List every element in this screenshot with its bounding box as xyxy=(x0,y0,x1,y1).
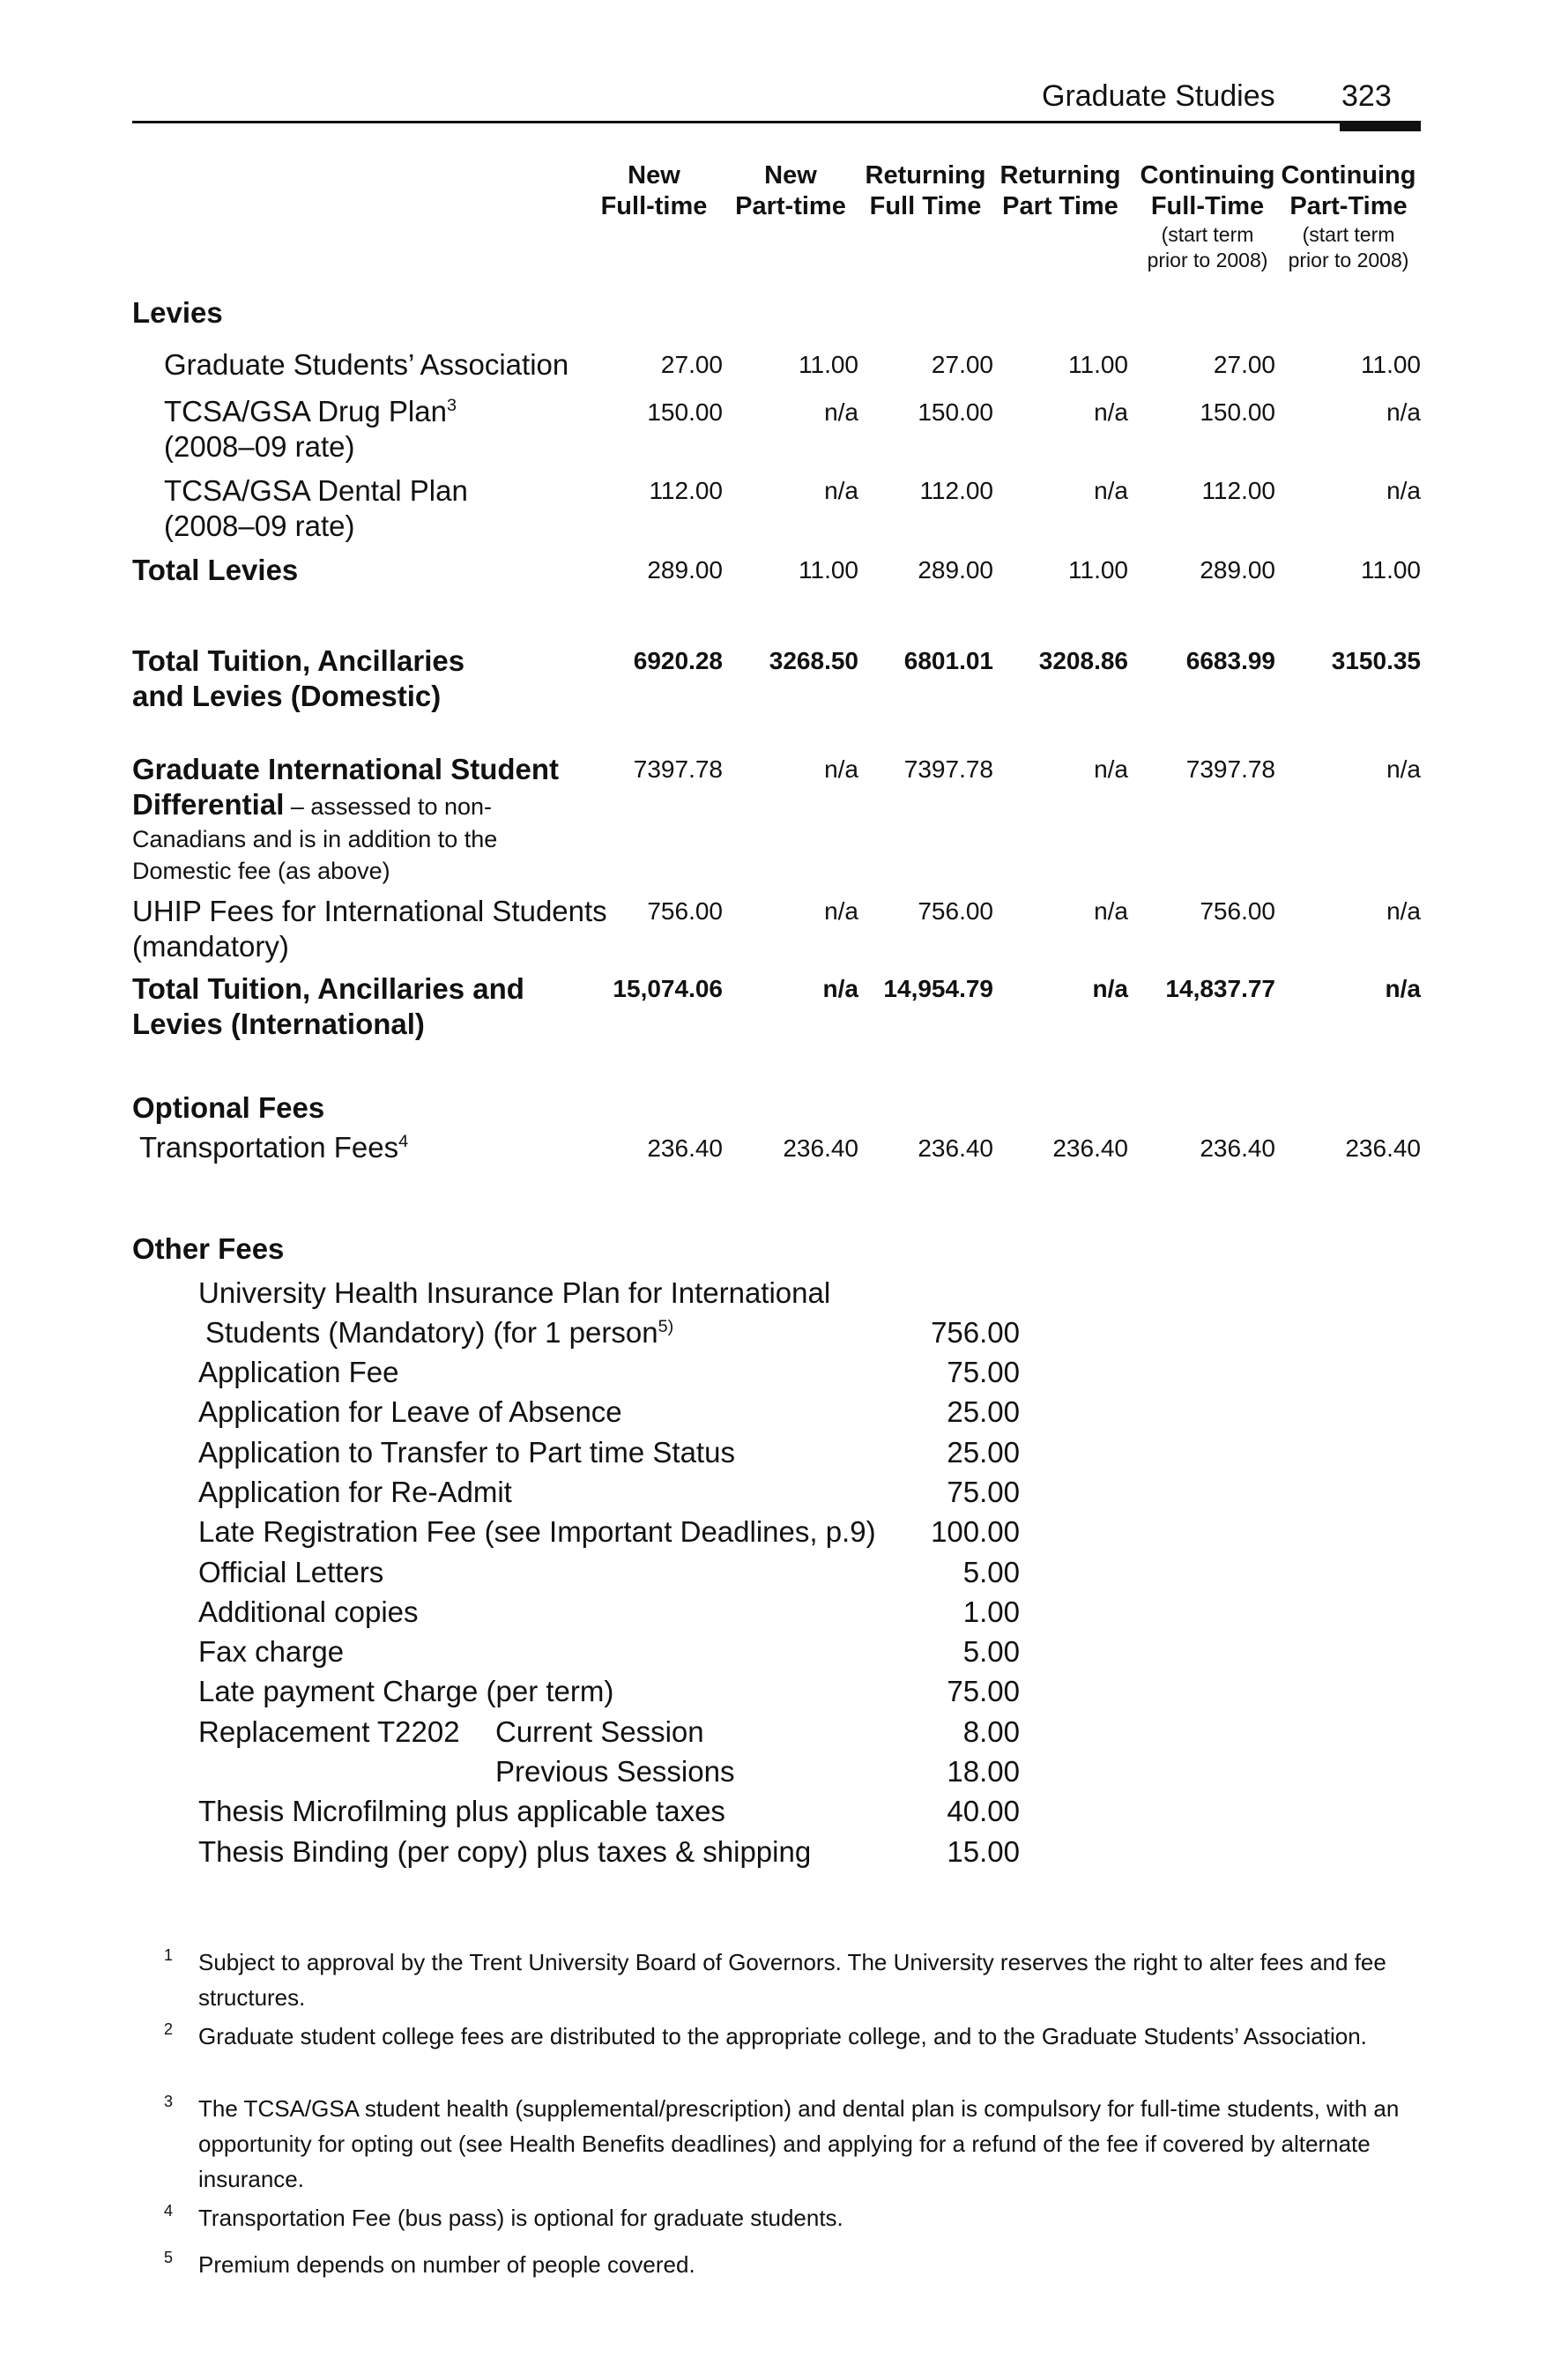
uhip-label-2: (mandatory) xyxy=(132,930,289,963)
drug-plan-value: 150.00 xyxy=(918,398,993,426)
dental-plan-rate: (2008–09 rate) xyxy=(164,509,355,542)
other-fee-label: Additional copies xyxy=(198,1595,419,1628)
gsa-label: Graduate Students’ Association xyxy=(164,348,569,381)
footnote-marker: 1 xyxy=(164,1946,174,1964)
total-intl-label-2: Levies (International) xyxy=(132,1008,425,1040)
other-fee-label: Application for Re-Admit xyxy=(198,1475,512,1508)
column-header-line1: Continuing xyxy=(1140,161,1275,190)
optional-fees-heading: Optional Fees xyxy=(132,1091,325,1124)
intl-diff-label-3: Canadians and is in addition to the xyxy=(132,826,498,852)
total-levies-value: 289.00 xyxy=(647,556,723,584)
intl-diff-value: 7397.78 xyxy=(903,755,993,783)
other-fee-value: 8.00 xyxy=(962,1714,1020,1748)
intl-diff-label-1: Graduate International Student xyxy=(132,753,560,785)
column-header-line2: Part Time xyxy=(1002,192,1118,220)
page-number: 323 xyxy=(1341,79,1392,113)
footnote-text: Graduate student college fees are distributed to the appropriate college, and to the Graduate Students’ Association. xyxy=(198,2023,1367,2049)
total-levies-value: 11.00 xyxy=(1068,556,1128,584)
gsa-value: 11.00 xyxy=(1361,351,1421,378)
total-domestic-value: 3208.86 xyxy=(1038,647,1128,674)
total-intl-value: n/a xyxy=(822,975,858,1002)
gsa-value: 27.00 xyxy=(931,351,993,378)
dental-plan-value: n/a xyxy=(1094,477,1128,504)
drug-plan-value: n/a xyxy=(1094,398,1128,426)
footnote-text: Transportation Fee (bus pass) is optional for graduate students. xyxy=(198,2205,843,2231)
total-levies-value: 289.00 xyxy=(1200,556,1275,584)
intl-diff-value: 7397.78 xyxy=(633,755,723,783)
other-fee-sublabel: Previous Sessions xyxy=(495,1755,735,1788)
other-fee-label: Replacement T2202 xyxy=(198,1714,460,1748)
drug-plan-value: n/a xyxy=(824,398,858,426)
levies-heading: Levies xyxy=(132,296,223,329)
other-uhip-label-1: University Health Insurance Plan for International xyxy=(198,1276,831,1309)
other-fees-heading: Other Fees xyxy=(132,1232,285,1265)
total-intl-value: 14,837.77 xyxy=(1165,975,1275,1002)
other-fee-label: Late payment Charge (per term) xyxy=(198,1675,614,1708)
other-fee-value: 5.00 xyxy=(962,1555,1020,1588)
other-fee-value: 75.00 xyxy=(947,1475,1020,1508)
total-intl-value: 15,074.06 xyxy=(613,975,723,1002)
dental-plan-label: TCSA/GSA Dental Plan xyxy=(164,474,468,507)
column-header-note1: (start term xyxy=(1302,223,1395,246)
other-fee-value: 75.00 xyxy=(947,1356,1020,1388)
gsa-value: 27.00 xyxy=(660,351,723,378)
other-fee-value: 25.00 xyxy=(947,1395,1020,1429)
total-domestic-label-1: Total Tuition, Ancillaries xyxy=(132,644,465,677)
column-header-line2: Full-Time xyxy=(1150,192,1265,220)
intl-diff-value: n/a xyxy=(1094,755,1128,783)
running-header-title: Graduate Studies xyxy=(1042,79,1275,113)
uhip-value: n/a xyxy=(824,897,858,925)
transport-fees-value: 236.40 xyxy=(647,1134,723,1162)
other-fee-value: 15.00 xyxy=(947,1834,1020,1868)
dental-plan-value: 112.00 xyxy=(1201,477,1275,504)
transport-fees-value: 236.40 xyxy=(783,1134,858,1162)
uhip-value: n/a xyxy=(1094,897,1128,925)
total-levies-label: Total Levies xyxy=(132,554,299,586)
footnote-marker: 3 xyxy=(164,2093,174,2110)
total-levies-value: 11.00 xyxy=(799,556,858,584)
other-fee-label: Late Registration Fee (see Important Deadlines, p.9) xyxy=(198,1515,876,1549)
drug-plan-label: TCSA/GSA Drug Plan$^3$ xyxy=(164,395,457,428)
dental-plan-value: 112.00 xyxy=(649,477,723,504)
gsa-value: 27.00 xyxy=(1213,351,1275,378)
column-header-note1: (start term xyxy=(1161,223,1254,246)
dental-plan-value: n/a xyxy=(824,477,858,504)
total-intl-label-1: Total Tuition, Ancillaries and xyxy=(132,972,524,1005)
column-header-line2: Full-time xyxy=(600,192,708,220)
footnote-text: The TCSA/GSA student health (supplemental/prescription) and dental plan is compulsory for full-time students, with an opportunity for opting out (see Health Benefits deadlines) and applying for a refund of the fee if covered by alternate insurance. xyxy=(198,2095,1400,2192)
intl-diff-value: n/a xyxy=(824,755,858,783)
drug-plan-rate: (2008–09 rate) xyxy=(164,430,355,463)
drug-plan-value: n/a xyxy=(1386,398,1421,426)
footnote-text: Subject to approval by the Trent University Board of Governors. The University reserves the right to alter fees and fee structures. xyxy=(198,1949,1386,2011)
column-header-line1: Returning xyxy=(999,161,1121,190)
other-fee-label: Application for Leave of Absence xyxy=(198,1395,622,1429)
total-domestic-value: 6801.01 xyxy=(903,647,993,674)
other-fee-value: 1.00 xyxy=(962,1595,1020,1628)
other-fee-value: 75.00 xyxy=(947,1675,1020,1708)
gsa-value: 11.00 xyxy=(1068,351,1128,378)
footnote-marker: 5 xyxy=(164,2249,174,2266)
column-header-line1: New xyxy=(764,161,817,190)
intl-diff-label-2: Differential – assessed to non- xyxy=(132,788,493,821)
uhip-value: n/a xyxy=(1386,897,1421,925)
other-fee-label: Application Fee xyxy=(198,1356,399,1388)
footnote-marker: 2 xyxy=(164,2020,174,2038)
column-header-line2: Part-Time xyxy=(1289,192,1408,220)
dental-plan-value: 112.00 xyxy=(919,477,993,504)
other-fee-value: 18.00 xyxy=(947,1755,1020,1788)
other-fee-label: Thesis Binding (per copy) plus taxes & shipping xyxy=(198,1834,812,1868)
total-levies-value: 11.00 xyxy=(1361,556,1421,584)
other-fee-sublabel: Current Session xyxy=(495,1714,704,1748)
transport-fees-value: 236.40 xyxy=(918,1134,993,1162)
column-header-note2: prior to 2008) xyxy=(1147,249,1268,271)
intl-diff-label-4: Domestic fee (as above) xyxy=(132,858,390,884)
other-uhip-label-2: Students (Mandatory) (for 1 person$^{5)}$ xyxy=(205,1316,674,1349)
other-fee-label: Fax charge xyxy=(198,1635,345,1669)
other-fee-label: Thesis Microfilming plus applicable taxes xyxy=(198,1795,725,1828)
total-domestic-value: 6920.28 xyxy=(633,647,723,674)
column-header-line2: Part-time xyxy=(735,192,846,220)
other-fee-value: 5.00 xyxy=(962,1635,1020,1669)
column-header-line2: Full Time xyxy=(869,192,982,220)
column-header-line1: New xyxy=(628,161,680,190)
column-header-line1: Returning xyxy=(865,161,986,190)
intl-diff-value: n/a xyxy=(1386,755,1421,783)
total-domestic-value: 6683.99 xyxy=(1185,647,1275,674)
transport-fees-value: 236.40 xyxy=(1345,1134,1421,1162)
transport-fees-value: 236.40 xyxy=(1200,1134,1275,1162)
column-header-line1: Continuing xyxy=(1281,161,1416,190)
uhip-value: 756.00 xyxy=(647,897,723,925)
total-levies-value: 289.00 xyxy=(918,556,993,584)
header-rule xyxy=(132,121,1421,123)
other-fee-value: 100.00 xyxy=(931,1515,1020,1549)
total-intl-value: n/a xyxy=(1092,975,1128,1002)
other-fee-label: Application to Transfer to Part time Status xyxy=(198,1435,735,1469)
footnote-text: Premium depends on number of people covered. xyxy=(198,2251,695,2278)
other-fee-value: 25.00 xyxy=(947,1435,1020,1469)
other-fee-label: Official Letters xyxy=(198,1555,384,1588)
dental-plan-value: n/a xyxy=(1386,477,1421,504)
uhip-value: 756.00 xyxy=(1200,897,1275,925)
drug-plan-value: 150.00 xyxy=(647,398,723,426)
other-fee-value: 40.00 xyxy=(947,1795,1020,1828)
transport-fees-value: 236.40 xyxy=(1052,1134,1128,1162)
drug-plan-value: 150.00 xyxy=(1200,398,1275,426)
gsa-value: 11.00 xyxy=(799,351,858,378)
column-header-note2: prior to 2008) xyxy=(1288,249,1409,271)
total-intl-value: 14,954.79 xyxy=(883,975,993,1002)
total-domestic-value: 3268.50 xyxy=(769,647,858,674)
total-domestic-value: 3150.35 xyxy=(1331,647,1421,674)
uhip-value: 756.00 xyxy=(918,897,993,925)
uhip-label-1: UHIP Fees for International Students xyxy=(132,895,607,927)
other-uhip-value: 756.00 xyxy=(931,1316,1020,1349)
footnote-marker: 4 xyxy=(164,2202,174,2220)
transport-fees-label: Transportation Fees$^4$ xyxy=(139,1131,409,1164)
total-domestic-label-2: and Levies (Domestic) xyxy=(132,680,442,712)
intl-diff-value: 7397.78 xyxy=(1185,755,1275,783)
total-intl-value: n/a xyxy=(1385,975,1421,1002)
header-rule-block xyxy=(1340,121,1421,131)
